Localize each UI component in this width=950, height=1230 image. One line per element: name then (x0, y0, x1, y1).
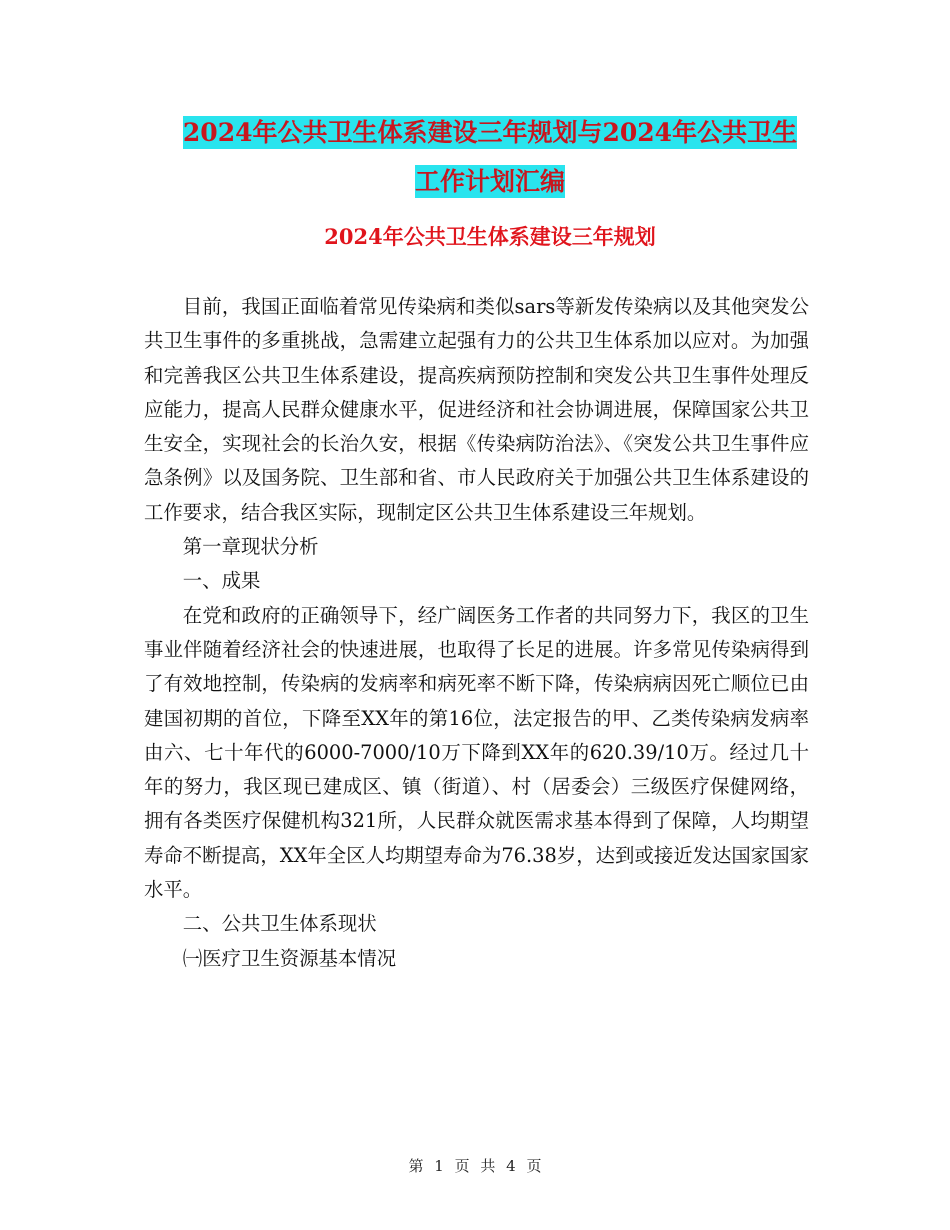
section-title: 2024年公共卫生体系建设三年规划 (324, 224, 656, 249)
document-title-line-2: 工作计划汇编 (414, 167, 565, 196)
subsection-heading-status: 二、公共卫生体系现状 (182, 912, 377, 936)
page-footer: 第 1 页 共 4 页 (408, 1157, 542, 1175)
achievements-paragraph: 在党和政府的正确领导下，经广阔医务工作者的共同努力下，我区的卫生事业伴随着经济社会的快速进展，也取得了长足的进展。许多常见传染病得到了有效地控制，传染病的发病率和病死率不断下降，传染病病因死亡顺位已由建国初期的首位，下降至XX年的第16位，法定报告的甲、乙类传染病发病率由六、七十年代的6000-7000/10万下降到XX年的620.39/10万。经过几十年的努力，我区现已建成区、镇（街道）、村（居委会）三级医疗保健网络，拥有各类医疗保健机构321所，人民群众就医需求基本得到了保障，人均期望寿命不断提高，XX年全区人均期望寿命为76.38岁，达到或接近发达国家国家水平。 (144, 603, 809, 902)
intro-paragraph: 目前，我国正面临着常见传染病和类似sars等新发传染病以及其他突发公共卫生事件的多重挑战，急需建立起强有力的公共卫生体系加以应对。为加强和完善我区公共卫生体系建设，提高疾病预防控制和突发公共卫生事件处理反应能力，提高人民群众健康水平，促进经济和社会协调进展，保障国家公共卫生安全，实现社会的长治久安，根据《传染病防治法》、《突发公共卫生事件应急条例》以及国务院、卫生部和省、市人民政府关于加强公共卫生体系建设的工作要求，结合我区实际，现制定区公共卫生体系建设三年规划。 (144, 295, 809, 524)
chapter-heading: 第一章现状分析 (182, 535, 319, 559)
document-body (144, 290, 809, 976)
document-title (140, 108, 840, 206)
document-title-line-1: 2024年公共卫生体系建设三年规划与2024年公共卫生 (182, 118, 798, 147)
subsection-heading-achievements: 一、成果 (182, 569, 261, 593)
subsection-heading-resources: ㈠医疗卫生资源基本情况 (182, 946, 397, 970)
